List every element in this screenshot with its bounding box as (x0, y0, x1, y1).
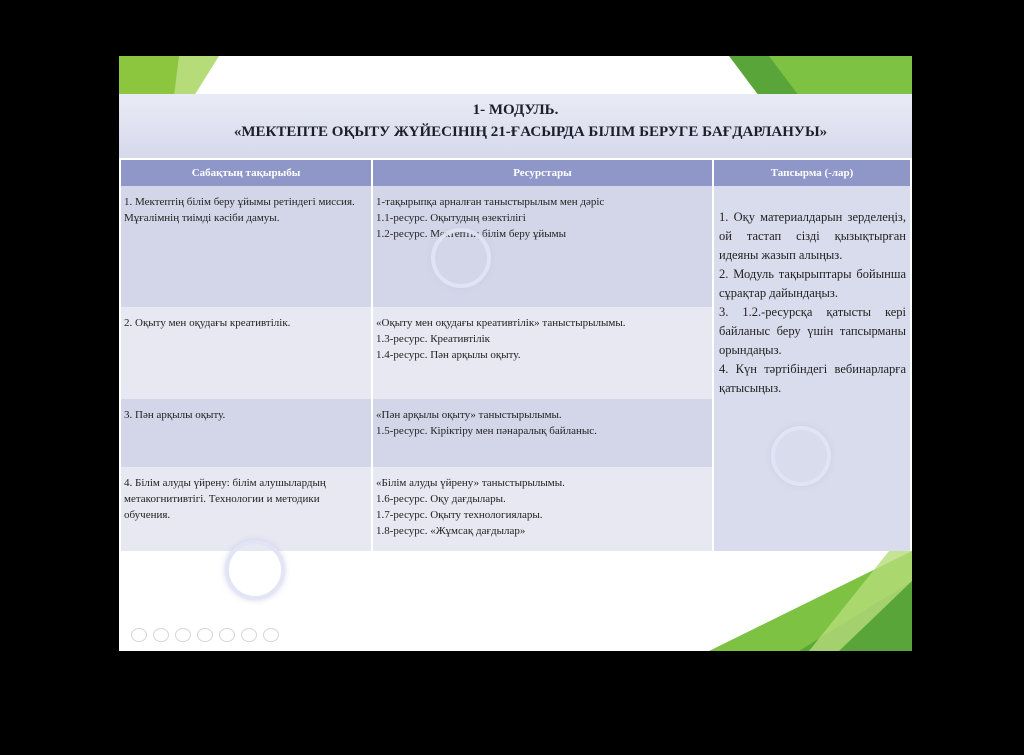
resources-cell (373, 186, 712, 307)
resources-cell (373, 307, 712, 399)
resource-line: «Білім алуды үйрену» таныстырылымы. (376, 477, 565, 489)
playback-controls[interactable] (131, 628, 331, 642)
tasks-cell (714, 186, 910, 551)
resource-line: 1.5-ресурс. Кіріктіру мен пәнаралық байланыс. (376, 425, 597, 437)
touch-indicator (431, 228, 491, 288)
grid-icon[interactable] (219, 628, 235, 642)
column-header-resources: Ресурстары (373, 160, 712, 186)
topic-cell: 4. Білім алуды үйрену: білім алушылардың метакогнитивтігі. Технологии и методики обучения. (121, 467, 371, 551)
module-table (119, 160, 912, 551)
play-icon[interactable] (153, 628, 169, 642)
next-icon[interactable] (263, 628, 279, 642)
topic-cell: 1. Мектептің білім беру ұйымы ретіндегі миссия. Мұғалімнің тиімді кәсіби дамуы. (121, 186, 371, 307)
menu-icon[interactable] (241, 628, 257, 642)
topic-cell: 2. Оқыту мен оқудағы креативтілік. (121, 307, 371, 399)
resource-line: 1.1-ресурс. Оқытудың өзектілігі (376, 212, 526, 224)
resource-line: 1.6-ресурс. Оқу дағдылары. (376, 493, 506, 505)
resources-cell (373, 467, 712, 551)
task-item: 1. Оқу материалдарын зерделеңіз, ой тастап сізді қызықтырған идеяны жазып алыңыз. (719, 210, 906, 262)
module-title: 1- МОДУЛЬ. (472, 102, 559, 118)
resource-line: 1.3-ресурс. Креативтілік (376, 333, 491, 345)
resource-line: 1-тақырыпқа арналған таныстырылым мен дәріс (376, 196, 605, 208)
zoom-icon[interactable] (197, 628, 213, 642)
previous-icon[interactable] (131, 628, 147, 642)
slide-header (119, 94, 912, 158)
resource-line: 1.4-ресурс. Пән арқылы оқыту. (376, 349, 521, 361)
resource-line: «Оқыту мен оқудағы креативтілік» таныстырылымы. (376, 317, 626, 329)
presentation-slide (119, 56, 912, 651)
top-left-green-decoration (119, 56, 239, 96)
resource-line: «Пән арқылы оқыту» таныстырылымы. (376, 409, 562, 421)
task-item: 4. Күн тәртібіндегі вебинарларға қатысыңыз. (719, 362, 906, 395)
resources-cell (373, 399, 712, 467)
pen-icon[interactable] (175, 628, 191, 642)
resource-line: 1.8-ресурс. «Жұмсақ дағдылар» (376, 525, 526, 537)
touch-indicator (771, 426, 831, 486)
topic-cell: 3. Пән арқылы оқыту. (121, 399, 371, 467)
task-item: 3. 1.2.-ресурсқа қатысты кері байланыс беру үшін тапсырманы орындаңыз. (719, 305, 906, 357)
resource-line: 1.2-ресурс. Мектептің білім беру ұйымы (376, 228, 566, 240)
module-subtitle: «МЕКТЕПТЕ ОҚЫТУ ЖҮЙЕСІНІҢ 21-ҒАСЫРДА БІЛІМ БЕРУГЕ БАҒДАРЛАНУЫ» (233, 124, 828, 140)
table-row (121, 186, 910, 307)
touch-indicator (225, 540, 285, 600)
bottom-right-green-decoration (689, 551, 912, 651)
resource-line: 1.7-ресурс. Оқыту технологиялары. (376, 509, 543, 521)
task-item: 2. Модуль тақырыптары бойынша сұрақтар дайындаңыз. (719, 267, 906, 300)
column-header-topic: Сабақтың тақырыбы (121, 160, 371, 186)
top-right-green-decoration (729, 56, 912, 96)
column-header-tasks: Тапсырма (-лар) (714, 160, 910, 186)
